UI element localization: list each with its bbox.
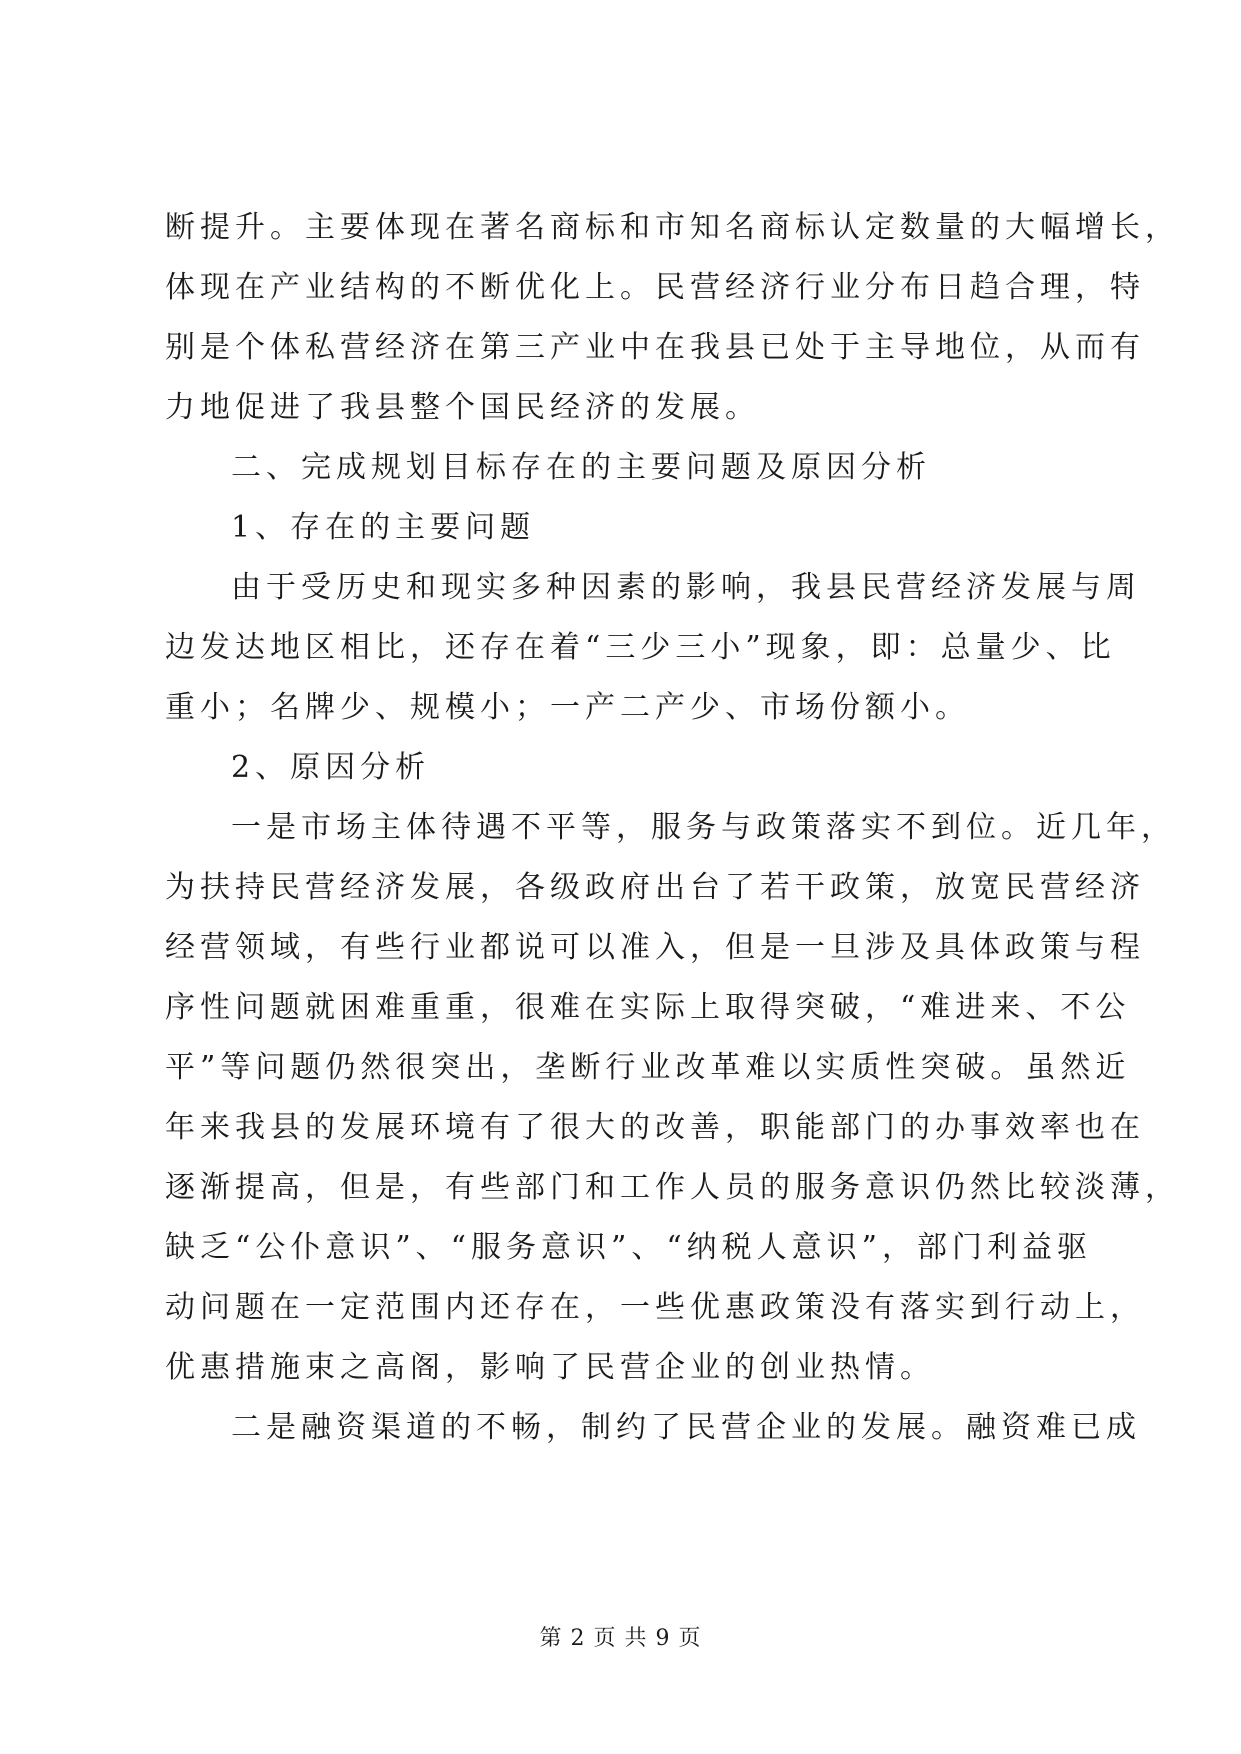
text-line: 逐渐提高，但是，有些部门和工作人员的服务意识仍然比较淡薄，: [165, 1170, 1180, 1205]
text-line: 优惠措施束之高阁，影响了民营企业的创业热情。: [165, 1350, 935, 1385]
text-line: 动问题在一定范围内还存在，一些优惠政策没有落实到行动上，: [165, 1290, 1145, 1325]
text-line: 力地促进了我县整个国民经济的发展。: [165, 390, 760, 425]
text-line: 为扶持民营经济发展，各级政府出台了若干政策，放宽民营经济: [165, 870, 1145, 905]
text-line: 重小；名牌少、规模小；一产二产少、市场份额小。: [165, 690, 970, 725]
text-line: 体现在产业结构的不断优化上。民营经济行业分布日趋合理，特: [165, 270, 1145, 305]
document-body: [165, 198, 1180, 1458]
text-line: 断提升。主要体现在著名商标和市知名商标认定数量的大幅增长，: [165, 210, 1180, 245]
text-line: 边发达地区相比，还存在着“三少三小”现象，即：总量少、比: [165, 630, 1116, 665]
text-line: 二是融资渠道的不畅，制约了民营企业的发展。融资难已成: [231, 1410, 1141, 1445]
text-line: 2、原因分析: [231, 750, 431, 785]
text-line: 1、存在的主要问题: [231, 510, 536, 545]
text-line: 由于受历史和现实多种因素的影响，我县民营经济发展与周: [231, 570, 1141, 605]
text-line: 一是市场主体待遇不平等，服务与政策落实不到位。近几年，: [231, 810, 1176, 845]
text-line: 二、完成规划目标存在的主要问题及原因分析: [231, 450, 931, 485]
text-line: 年来我县的发展环境有了很大的改善，职能部门的办事效率也在: [165, 1110, 1145, 1145]
text-line: 经营领域，有些行业都说可以准入，但是一旦涉及具体政策与程: [165, 930, 1145, 965]
text-line: 别是个体私营经济在第三产业中在我县已处于主导地位，从而有: [165, 330, 1145, 365]
text-line: 序性问题就困难重重，很难在实际上取得突破，“难进来、不公: [165, 990, 1131, 1025]
text-line: 平”等问题仍然很突出，垄断行业改革难以实质性突破。虽然近: [165, 1050, 1131, 1085]
text-line: 缺乏“公仆意识”、“服务意识”、“纳税人意识”，部门利益驱: [165, 1230, 1093, 1265]
page-footer: 第 2 页 共 9 页: [539, 1626, 702, 1651]
